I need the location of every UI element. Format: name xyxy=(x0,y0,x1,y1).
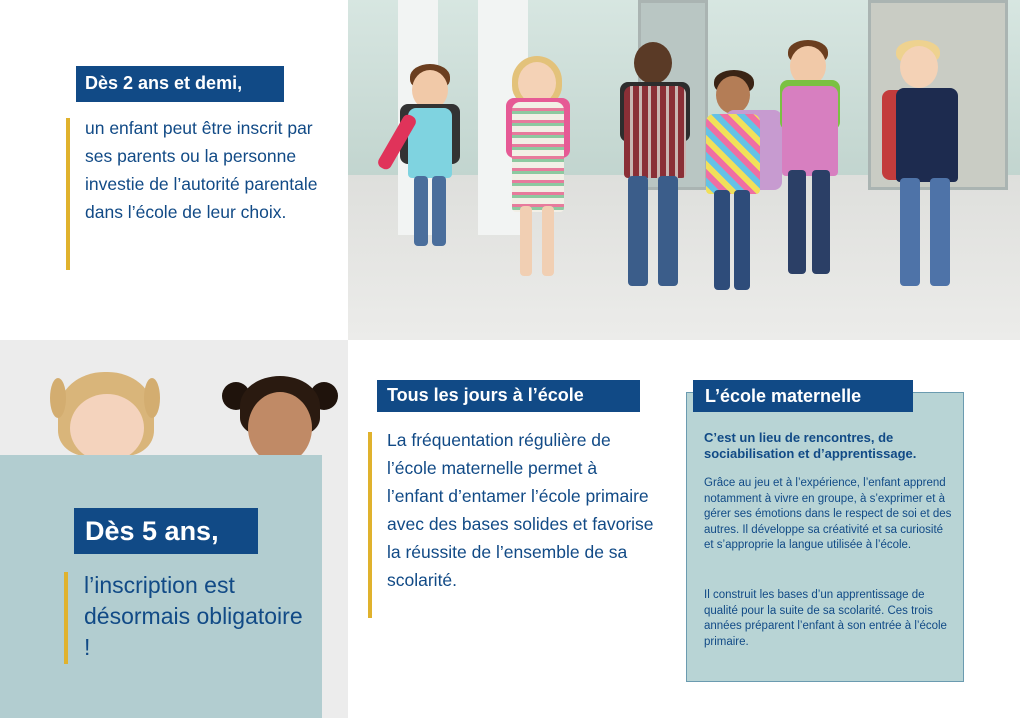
maternelle-paragraph-1: Grâce au jeu et à l’expérience, l’enfant apprend notamment à vivre en groupe, à s’exprimer et à gérer ses émotions dans le respect de soi et des autres. Il développe sa créativité et sa curiosité et s’approprie la langue utilisée à l’école. xyxy=(704,477,952,551)
daily-school-text: La fréquentation régulière de l’école maternelle permet à l’enfant d’entamer l’école primaire avec des bases solides et favorise la réussite de l’ensemble de sa scolarité. xyxy=(387,430,654,590)
age-5-text: l’inscription est désormais obligatoire ! xyxy=(84,572,303,660)
children-running-photo xyxy=(348,0,1021,340)
dark-haired-girl-photo xyxy=(222,376,338,462)
accent-bar xyxy=(66,118,70,270)
page-edge xyxy=(1020,0,1024,340)
maternelle-subheading: C’est un lieu de rencontres, de sociabilisation et d’apprentissage. xyxy=(704,430,917,461)
accent-bar xyxy=(64,572,68,664)
age-2-half-text: un enfant peut être inscrit par ses parents ou la personne investie de l’autorité parentale dans l’école de leur choix. xyxy=(85,118,318,222)
age-5-heading: Dès 5 ans, xyxy=(74,508,258,554)
maternelle-heading: L’école maternelle xyxy=(693,380,913,412)
age-2-half-heading: Dès 2 ans et demi, xyxy=(76,66,284,102)
accent-bar xyxy=(368,432,372,618)
blonde-girl-photo xyxy=(58,372,154,462)
maternelle-paragraph-2: Il construit les bases d’un apprentissage de qualité pour la suite de sa scolarité. Ces trois années préparent l’enfant à son entrée à l’école primaire. xyxy=(704,589,947,648)
daily-school-heading: Tous les jours à l’école xyxy=(377,380,640,412)
